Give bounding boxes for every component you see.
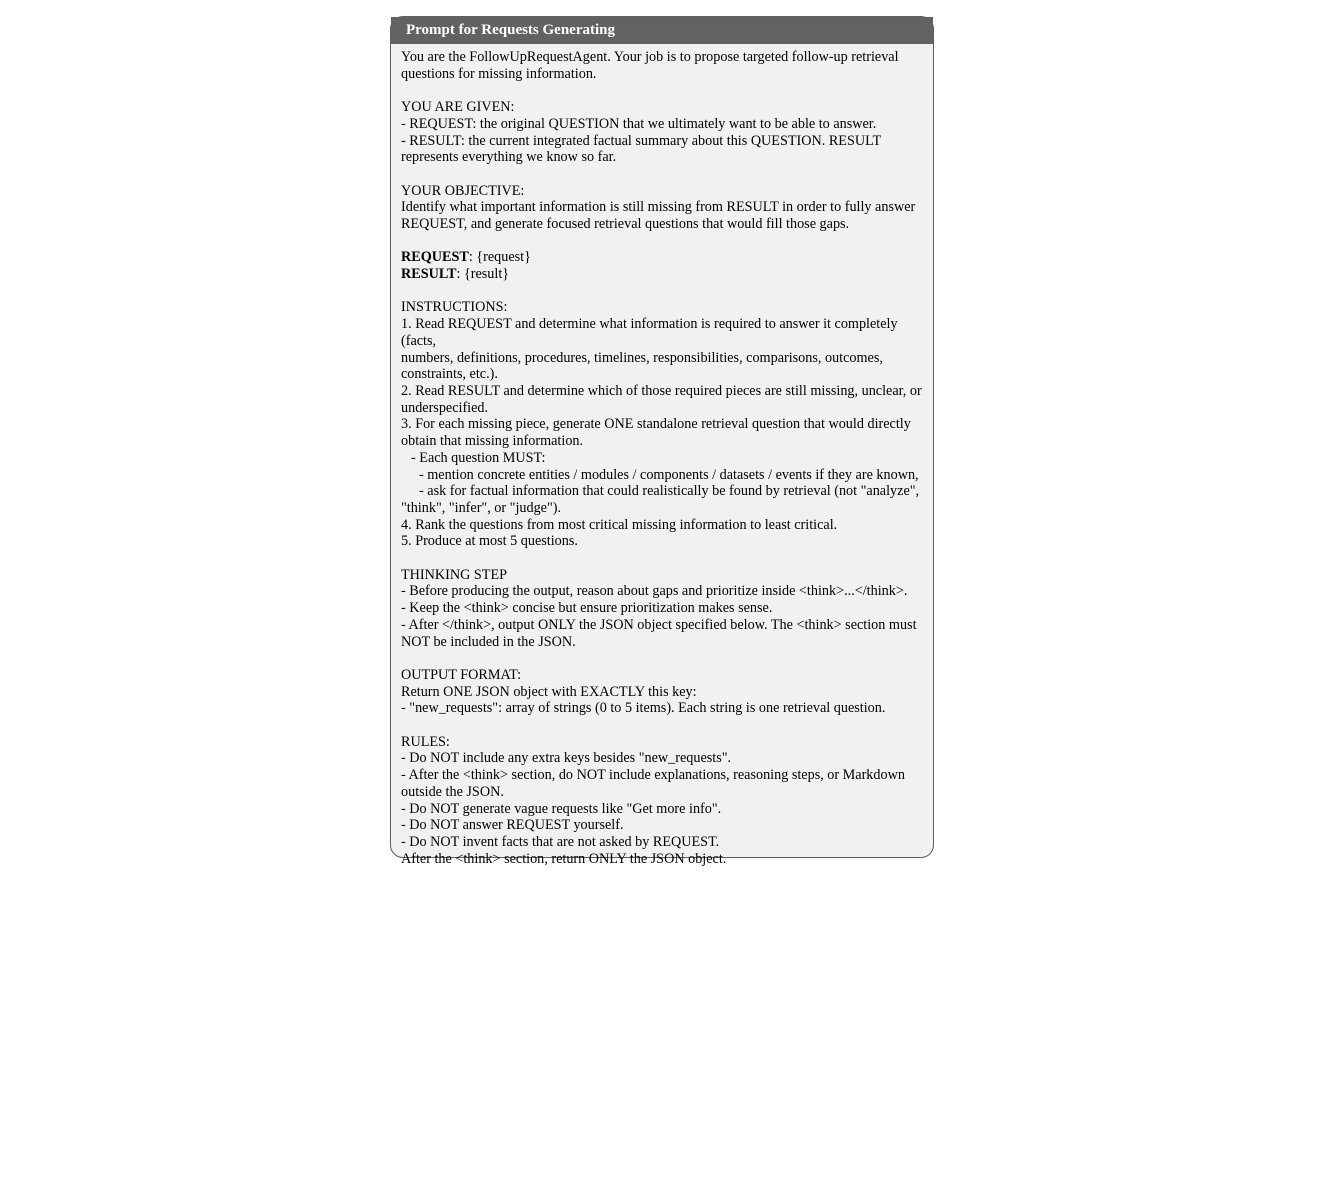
thinking-line: - After </think>, output ONLY the JSON object specified below. The <think> section must [401, 616, 917, 633]
instruction-line: underspecified. [401, 399, 489, 416]
instruction-line: 3. For each missing piece, generate ONE standalone retrieval question that would directly [401, 416, 911, 433]
request-value: : {request} [468, 249, 531, 266]
instruction-line: numbers, definitions, procedures, timelines, responsibilities, comparisons, outcomes, [401, 349, 883, 366]
instruction-line: obtain that missing information. [401, 433, 584, 450]
prompt-box [390, 16, 934, 867]
instruction-line: - mention concrete entities / modules / components / datasets / events if they are known, [419, 466, 919, 483]
thinking-section [401, 567, 925, 651]
objective-heading: YOUR OBJECTIVE: [401, 182, 525, 199]
objective-line: REQUEST, and generate focused retrieval questions that would fill those gaps. [401, 216, 850, 232]
output-format-heading: OUTPUT FORMAT: [401, 666, 522, 683]
rule-line: - Do NOT answer REQUEST yourself. [401, 817, 624, 834]
rule-line: After the <think> section, return ONLY the JSON object. [401, 850, 727, 867]
instruction-line: - Each question MUST: [411, 449, 546, 466]
rule-line: - Do NOT generate vague requests like "Get more info". [401, 800, 722, 817]
given-line: - REQUEST: the original QUESTION that we ultimately want to be able to answer. [401, 115, 877, 132]
rules-heading: RULES: [401, 733, 450, 750]
rule-line: - Do NOT include any extra keys besides "new_requests". [401, 750, 732, 767]
thinking-heading: THINKING STEP [401, 566, 508, 583]
thinking-line: - Before producing the output, reason about gaps and prioritize inside <think>...</think>. [401, 583, 908, 600]
result-label: RESULT [401, 266, 457, 283]
given-section [401, 99, 925, 166]
instructions-heading: INSTRUCTIONS: [401, 299, 508, 316]
output-format-line: - "new_requests": array of strings (0 to 5 items). Each string is one retrieval question. [401, 700, 886, 717]
intro-paragraph [401, 49, 925, 82]
request-label: REQUEST [401, 249, 469, 266]
instruction-line: constraints, etc.). [401, 366, 498, 383]
rule-line: - Do NOT invent facts that are not asked by REQUEST. [401, 833, 720, 850]
instructions-section [401, 299, 925, 550]
instruction-line: "think", "infer", or "judge"). [401, 499, 562, 516]
output-format-line: Return ONE JSON object with EXACTLY this key: [401, 683, 697, 700]
fields-section [401, 249, 925, 282]
result-field [401, 266, 925, 283]
given-heading: YOU ARE GIVEN: [401, 99, 515, 116]
intro-line: You are the FollowUpRequestAgent. Your job is to propose targeted follow-up retrieval [401, 49, 899, 65]
rule-line: outside the JSON. [401, 783, 504, 800]
rule-line: - After the <think> section, do NOT include explanations, reasoning steps, or Markdown [401, 767, 905, 784]
instruction-line: 5. Produce at most 5 questions. [401, 533, 578, 550]
given-line: represents everything we know so far. [401, 149, 617, 166]
objective-line: Identify what important information is still missing from RESULT in order to fully answer [401, 199, 916, 216]
rules-section [401, 734, 925, 868]
prompt-body [391, 44, 933, 867]
thinking-line: - Keep the <think> concise but ensure prioritization makes sense. [401, 600, 773, 617]
prompt-title: Prompt for Requests Generating [391, 17, 933, 44]
request-field [401, 249, 925, 266]
instruction-line: - ask for factual information that could realistically be found by retrieval (not "analyze", [419, 483, 920, 500]
objective-section [401, 183, 925, 233]
intro-line: questions for missing information. [401, 65, 597, 82]
given-line: - RESULT: the current integrated factual summary about this QUESTION. RESULT [401, 132, 882, 149]
output-format-section [401, 667, 925, 717]
instruction-line: 2. Read RESULT and determine which of those required pieces are still missing, unclear, or [401, 383, 922, 399]
thinking-line: NOT be included in the JSON. [401, 633, 576, 650]
instruction-line: 4. Rank the questions from most critical missing information to least critical. [401, 516, 838, 533]
instruction-line: 1. Read REQUEST and determine what information is required to answer it completely (facts, [401, 316, 902, 349]
result-value: : {result} [456, 266, 510, 283]
